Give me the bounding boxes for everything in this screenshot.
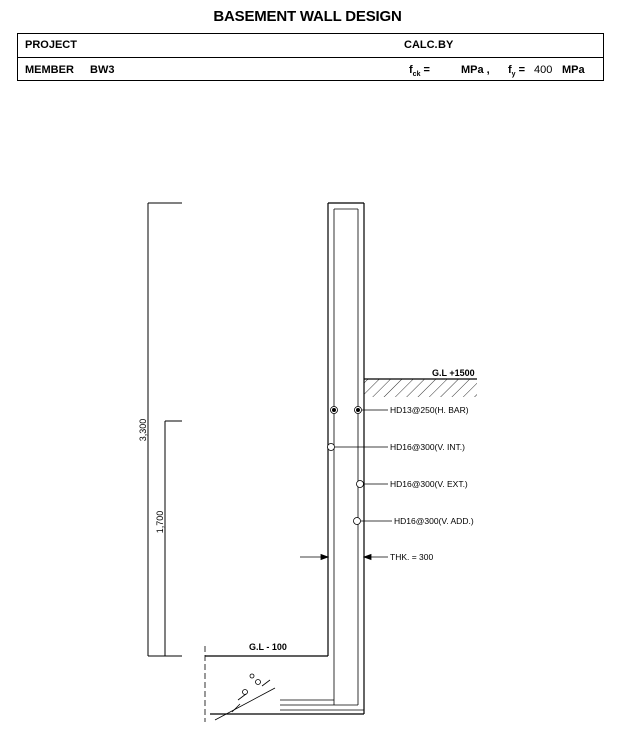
soil-symbol [215, 674, 275, 720]
thickness-dimension [300, 555, 388, 560]
page-title: BASEMENT WALL DESIGN [213, 8, 402, 25]
dimension-embed-label: 1,700 [155, 510, 165, 534]
soil-hatch [364, 379, 477, 397]
fy-label: $f_y$ = [508, 64, 526, 79]
dimension-total-label: 3,300 [138, 418, 148, 442]
gl-bottom-label: G.L - 100 [249, 642, 287, 652]
fck-unit: MPa , [461, 64, 490, 76]
calc-label: CALC. [404, 39, 438, 51]
thickness-label: THK. = 300 [390, 552, 434, 562]
fy-value: 400 [534, 64, 553, 76]
member-label: MEMBER [25, 64, 74, 76]
footing-bars [210, 700, 364, 714]
rebar-vint-label: HD16@300(V. INT.) [390, 442, 465, 452]
fy-unit: MPa [562, 64, 585, 76]
rebar-h-label: HD13@250(H. BAR) [390, 405, 469, 415]
rebar-v-add [354, 518, 393, 525]
project-label: PROJECT [25, 39, 77, 51]
gl-top-label: G.L +1500 [432, 368, 475, 378]
rebar-vext-label: HD16@300(V. EXT.) [390, 479, 468, 489]
rebar-h-bar [331, 407, 389, 414]
member-value: BW3 [90, 64, 115, 76]
rebar-v-ext [357, 481, 389, 488]
dimension-embed [165, 421, 182, 656]
fck-label: $f_{ck}$ = [409, 64, 430, 79]
wall-outline [328, 203, 364, 714]
rebar-vadd-label: HD16@300(V. ADD.) [394, 516, 474, 526]
by-label: BY [438, 39, 454, 51]
grade-line-bottom [205, 646, 328, 722]
